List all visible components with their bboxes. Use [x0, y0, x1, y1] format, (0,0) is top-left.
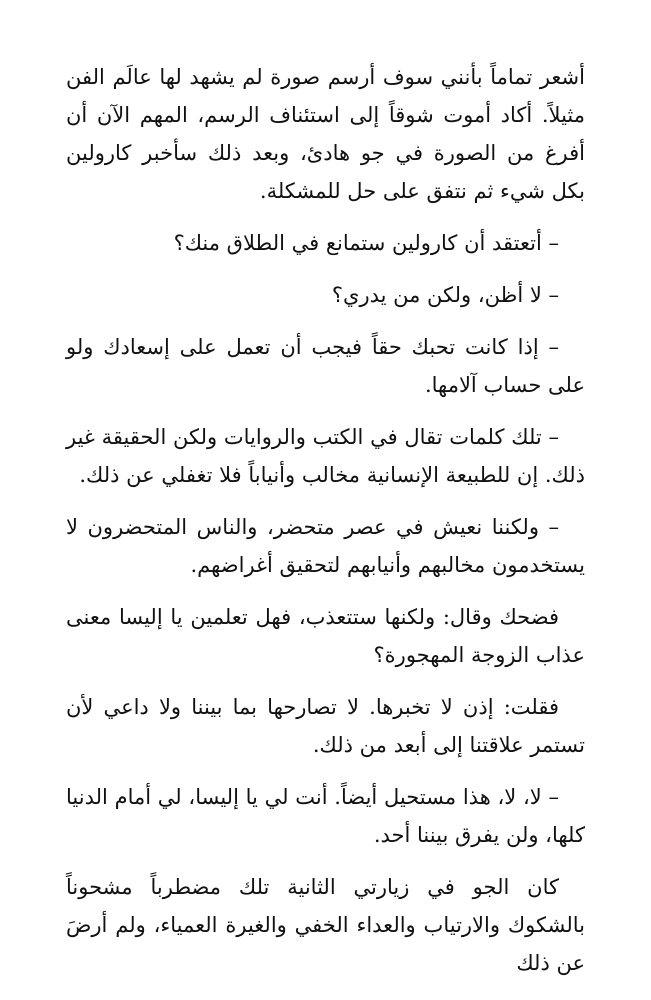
- paragraph-9: – لا، لا، هذا مستحيل أيضاً. أنت لي يا إليسا، لي أمام الدنيا كلها، ولن يفرق بيننا أحد.: [66, 785, 585, 847]
- paragraph-2: – أتعتقد أن كارولين ستمانع في الطلاق منك؟: [173, 231, 559, 255]
- paragraph-1: أشعر تماماً بأنني سوف أرسم صورة لم يشهد لها عالَم الفن مثيلاً. أكاد أموت شوقاً إلى استئناف الرسم، المهم الآن أن أفرغ من الصورة في جو هادئ، وبعد ذلك سأخبر كارولين بكل شيء ثم نتفق على حل للمشكلة.: [66, 65, 585, 203]
- paragraph-3: – لا أظن، ولكن من يدري؟: [331, 283, 559, 307]
- paragraph-10: كان الجو في زيارتي الثانية تلك مضطرباً مشحوناً بالشكوك والارتياب والعداء الخفي والغيرة العمياء، ولم أرضَ عن ذلك: [66, 875, 585, 975]
- book-page: [66, 58, 585, 1000]
- paragraph-4: – إذا كانت تحبك حقاً فيجب أن تعمل على إسعادك ولو على حساب آلامها.: [66, 335, 585, 397]
- paragraph-5: – تلك كلمات تقال في الكتب والروايات ولكن الحقيقة غير ذلك. إن للطبيعة الإنسانية مخالب وأنياباً فلا تغفلي عن ذلك.: [66, 425, 585, 487]
- paragraph-6: – ولكننا نعيش في عصر متحضر، والناس المتحضرون لا يستخدمون مخالبهم وأنيابهم لتحقيق أغراضهم.: [66, 515, 585, 577]
- paragraph-7: فضحك وقال: ولكنها ستتعذب، فهل تعلمين يا إليسا معنى عذاب الزوجة المهجورة؟: [66, 605, 585, 667]
- paragraph-8: فقلت: إذن لا تخبرها. لا تصارحها بما بيننا ولا داعي لأن تستمر علاقتنا إلى أبعد من ذلك.: [66, 695, 585, 757]
